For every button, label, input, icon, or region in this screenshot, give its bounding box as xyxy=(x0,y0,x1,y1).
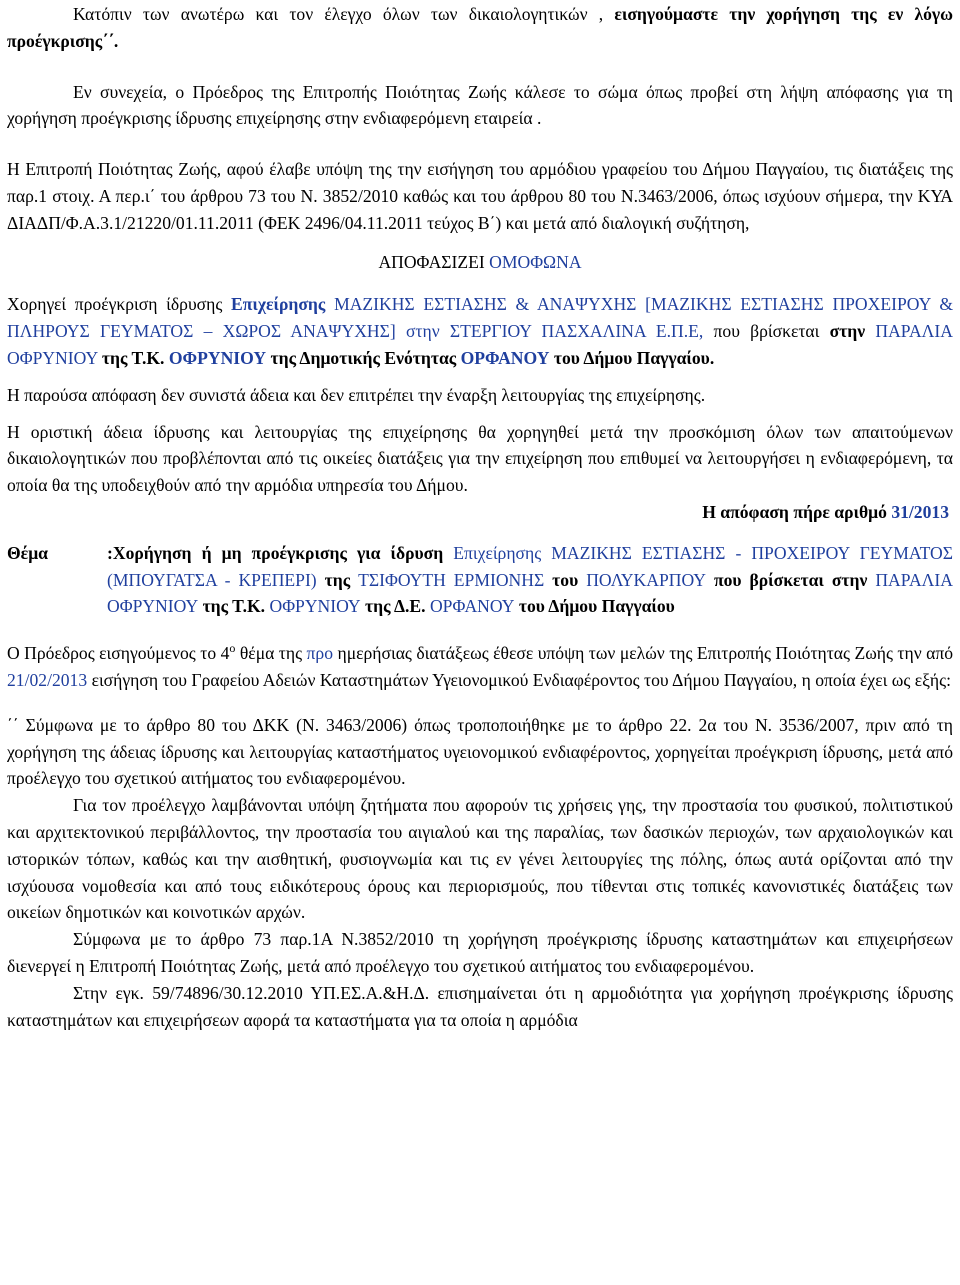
decision-heading: ΑΠΟΦΑΣΙΖΕΙ ΟΜΟΦΩΝΑ xyxy=(378,251,582,272)
paragraph-preliminary-check: Για τον προέλεγχο λαμβάνονται υπόψη ζητήματα που αφορούν τις χρήσεις γης, την προστασία του φυσικού, πολιτιστικού και αρχιτεκτονικού περιβάλλοντος, την προστασία του αιγιαλού και της παραλίας, των δασικών περιοχών, των αρχαιολογικών και ιστορικών τόπων, καθώς και την αισθητική, φυσιογνωμία και τις εν γένει λειτουργίες της πόλης, όπως αυτά ορίζονται από την ισχύουσα νομοθεσία και από τους ειδικότερους όρους και περιορισμούς, που τίθενται στις τοπικές κανονιστικές διατάξεις των οικείων δημοτικών και κοινοτικών αρχών. xyxy=(7,795,953,923)
paragraph-not-license: Η παρούσα απόφαση δεν συνιστά άδεια και δεν επιτρέπει την έναρξη λειτουργίας της επιχείρησης. xyxy=(7,384,706,405)
subject-block xyxy=(7,540,953,620)
document-page xyxy=(7,1,953,1033)
paragraph-grant: Χορηγεί προέγκριση ίδρυσης Επιχείρησης ΜΑΖΙΚΗΣ ΕΣΤΙΑΣΗΣ & ΑΝΑΨΥΧΗΣ [ΜΑΖΙΚΗΣ ΕΣΤΙΑΣΗΣ ΠΡΟΧΕΙΡΟΥ & ΠΛΗΡΟΥΣ ΓΕΥΜΑΤΟΣ – ΧΩΡΟΣ ΑΝΑΨΥΧΗΣ] στην ΣΤΕΡΓΙΟΥ ΠΑΣΧΑΛΙΝΑ Ε.Π.Ε, που βρίσκεται στην ΠΑΡΑΛΙΑ ΟΦΡΥΝΙΟΥ της Τ.Κ. ΟΦΡΥΝΙΟΥ της Δημοτικής Ενότητας ΟΡΦΑΝΟΥ του Δήμου Παγγαίου. xyxy=(7,294,953,368)
paragraph-recommendation: Κατόπιν των ανωτέρω και τον έλεγχο όλων των δικαιολογητικών , εισηγούμαστε την χορήγηση της εν λόγω προέγκρισης΄΄. xyxy=(7,4,953,51)
decision-number: Η απόφαση πήρε αριθμό 31/2013 xyxy=(702,501,949,522)
paragraph-article-73: Σύμφωνα με το άρθρο 73 παρ.1Α Ν.3852/2010 τη χορήγηση προέγκρισης ίδρυσης καταστημάτων και επιχειρήσεων διενεργεί η Επιτροπή Ποιότητας Ζωής, μετά από προέλεγχο του σχετικού αιτήματος του ενδιαφερομένου. xyxy=(7,929,953,976)
subject-label: Θέμα xyxy=(7,542,48,563)
paragraph-chairman-introduces: Ο Πρόεδρος εισηγούμενος το $4^o$ θέμα της προ ημερήσιας διατάξεως έθεσε υπόψη των μελών της Επιτροπής Ποιότητας Ζωής την από 21/02/2013 εισήγηση του Γραφείου Αδειών Καταστημάτων Υγειονομικού Ενδιαφέροντος του Δήμου Παγγαίου, η οποία έχει ως εξής: xyxy=(7,641,954,690)
paragraph-article-80: ΄΄ Σύμφωνα με το άρθρο 80 του ΔΚΚ (Ν. 3463/2006) όπως τροποποιήθηκε με το άρθρο 22. 2α του Ν. 3536/2007, πριν από τη χορήγηση της άδειας ίδρυσης και λειτουργίας καταστήματος υγειονομικού ενδιαφέροντος, χορηγείται προέγκριση ίδρυσης, μετά από προέλεγχο του σχετικού αιτήματος του ενδιαφερομένου. xyxy=(7,714,953,789)
paragraph-chairman-call: Εν συνεχεία, ο Πρόεδρος της Επιτροπής Ποιότητας Ζωής κάλεσε το σώμα όπως προβεί στη λήψη απόφασης για τη χορήγηση προέγκρισης ίδρυσης επιχείρησης στην ενδιαφερόμενη εταιρεία . xyxy=(7,81,953,129)
paragraph-committee-considerations: Η Επιτροπή Ποιότητας Ζωής, αφού έλαβε υπόψη της την εισήγηση του αρμόδιου γραφείου του Δήμου Παγγαίου, τις διατάξεις της παρ.1 στοιχ. Α περ.ι΄ του άρθρου 73 του Ν. 3852/2010 καθώς και του άρθρου 80 του Ν.3463/2006, όπως ισχύουν σήμερα, την ΚΥΑ ΔΙΑΔΠ/Φ.Α.3.1/21220/01.11.2011 (ΦΕΚ 2496/04.11.2011 τεύχος Β΄) και μετά από διαλογική συζήτηση, xyxy=(7,159,953,233)
paragraph-final-license: Η οριστική άδεια ίδρυσης και λειτουργίας της επιχείρησης θα χορηγηθεί μετά την προσκόμιση όλων των απαιτούμενων δικαιολογητικών που προβλέπονται από τις οικείες διατάξεις για την επιχείρηση που επιθυμεί να λειτουργήσει η ενδιαφερόμενη, τα οποία θα της υποδειχθούν από την αρμόδια υπηρεσία του Δήμου. xyxy=(7,421,953,496)
subject-text: :Χορήγηση ή μη προέγκρισης για ίδρυση Επιχείρησης ΜΑΖΙΚΗΣ ΕΣΤΙΑΣΗΣ - ΠΡΟΧΕΙΡΟΥ ΓΕΥΜΑΤΟΣ (ΜΠΟΥΓΑΤΣΑ - ΚΡΕΠΕΡΙ) της ΤΣΙΦΟΥΤΗ ΕΡΜΙΟΝΗΣ του ΠΟΛΥΚΑΡΠΟΥ που βρίσκεται στην ΠΑΡΑΛΙΑ ΟΦΡΥΝΙΟΥ της Τ.Κ. ΟΦΡΥΝΙΟΥ της Δ.Ε. ΟΡΦΑΝΟΥ του Δήμου Παγγαίου xyxy=(107,542,953,617)
paragraph-circular: Στην εγκ. 59/74896/30.12.2010 ΥΠ.ΕΣ.Α.&Η.Δ. επισημαίνεται ότι η αρμοδιότητα για χορήγηση προέγκρισης ίδρυσης καταστημάτων και επιχειρήσεων αφορά τα καταστήματα για τα οποία η αρμόδια xyxy=(7,982,953,1030)
